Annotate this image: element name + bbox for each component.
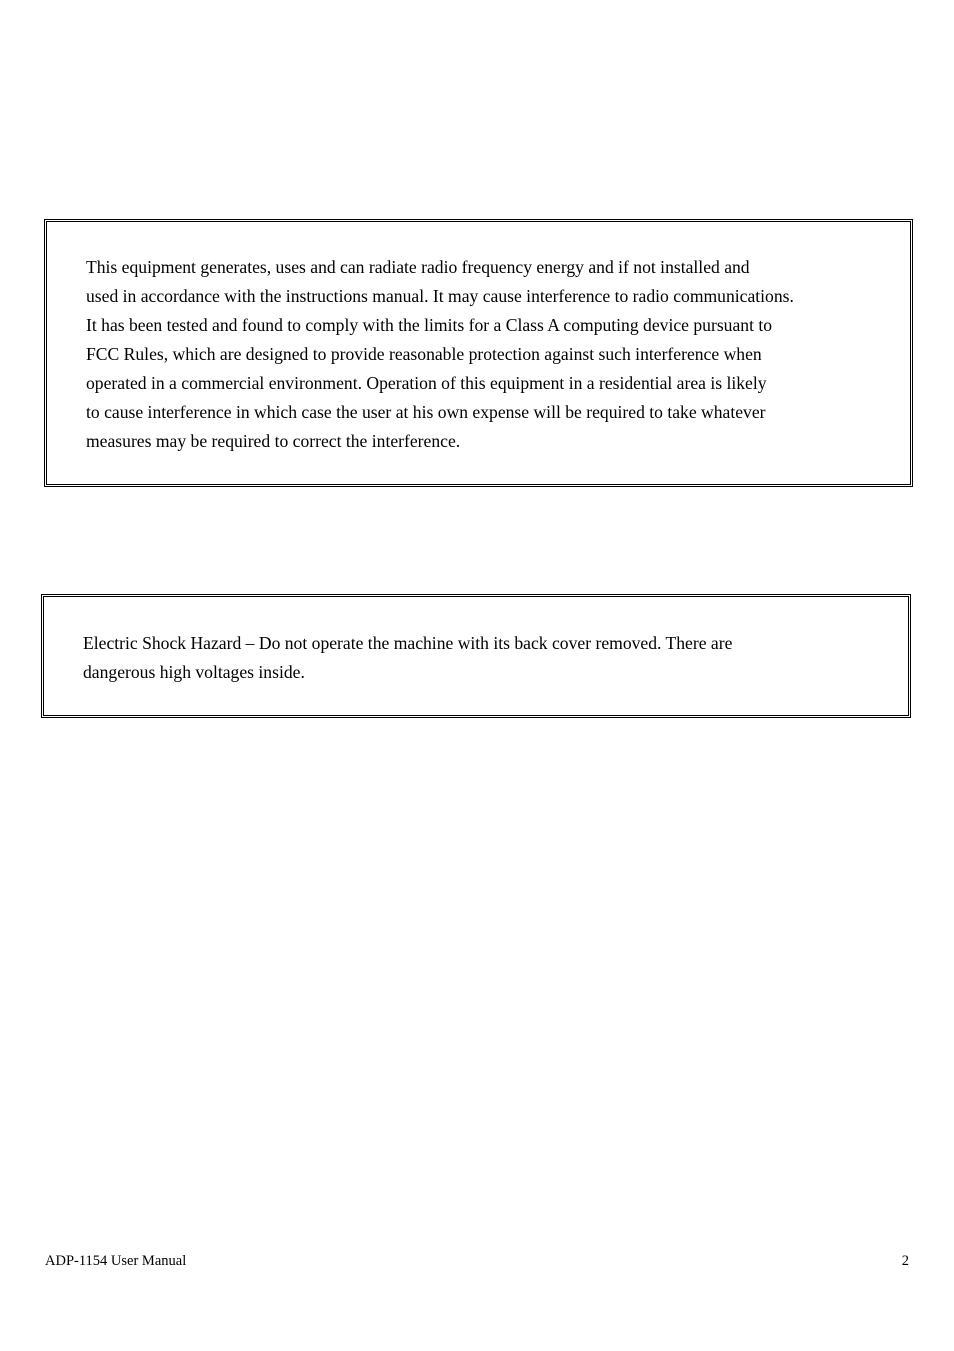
fcc-notice-line: operated in a commercial environment. Operation of this equipment in a residential area is likely — [86, 373, 767, 393]
fcc-notice-line: It has been tested and found to comply with the limits for a Class A computing device pursuant to — [86, 315, 773, 335]
fcc-notice-line: This equipment generates, uses and can radiate radio frequency energy and if not installed and — [86, 257, 750, 277]
fcc-notice-line: used in accordance with the instructions manual. It may cause interference to radio communications. — [86, 286, 794, 306]
fcc-notice-line: FCC Rules, which are designed to provide reasonable protection against such interference when — [86, 344, 762, 364]
fcc-notice-line: to cause interference in which case the user at his own expense will be required to take whatever — [86, 402, 766, 422]
footer-page-number: 2 — [901, 1253, 909, 1269]
shock-warning-line: dangerous high voltages inside. — [83, 662, 305, 682]
fcc-notice-line: measures may be required to correct the interference. — [86, 431, 461, 451]
fcc-notice-box — [44, 219, 913, 487]
shock-warning-text — [83, 629, 732, 687]
shock-warning-line: Electric Shock Hazard – Do not operate the machine with its back cover removed. There are — [83, 633, 733, 653]
fcc-notice-text — [86, 253, 794, 456]
footer-manual-title: ADP-1154 User Manual — [45, 1253, 187, 1269]
shock-warning-box — [41, 594, 911, 718]
